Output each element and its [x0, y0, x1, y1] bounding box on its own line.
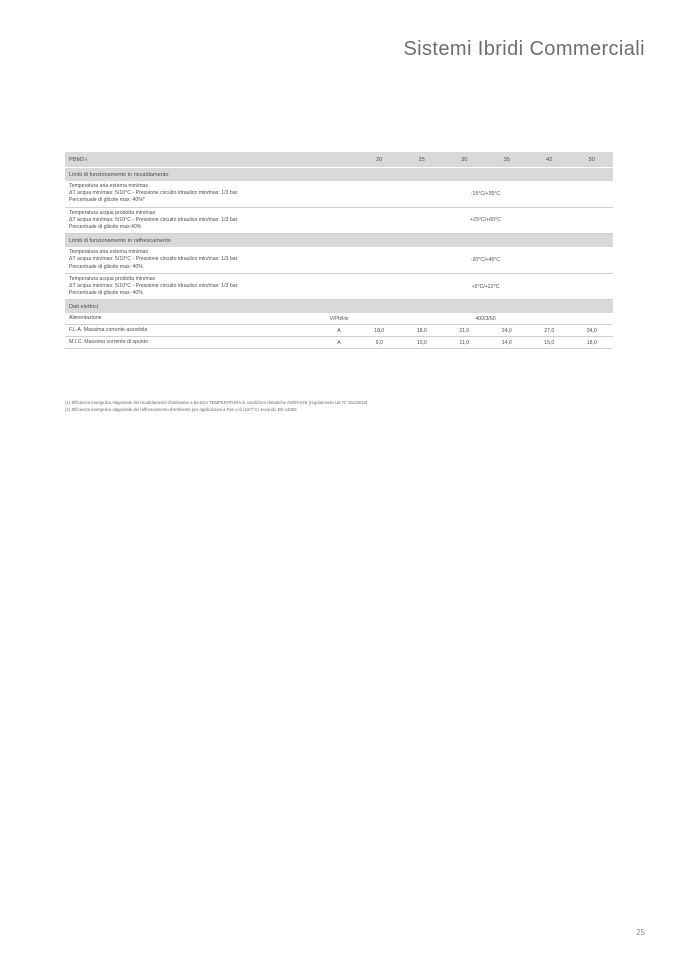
section-band-row	[65, 300, 613, 314]
row-label-line: Alimentazione	[69, 315, 102, 322]
row-unit-cell: A	[320, 337, 358, 349]
size-header-cell: 30	[443, 152, 486, 168]
table-row	[65, 207, 613, 234]
size-header-cell: 20	[358, 152, 401, 168]
row-unit-cell	[320, 273, 358, 300]
row-value-cell: 15,0	[528, 337, 571, 349]
row-label-line: F.L.A. Massima corrente assorbita	[69, 327, 148, 334]
table-row	[65, 337, 613, 349]
row-merged-value-cell: -15°C/+35°C	[358, 181, 613, 207]
row-label-line: Percentuale di glicole max: 40%	[69, 263, 143, 270]
size-header-cell: 42	[528, 152, 571, 168]
row-label-cell	[65, 247, 320, 273]
row-unit-cell	[320, 247, 358, 273]
row-merged-value-cell: -20°C/+46°C	[358, 247, 613, 273]
footnote-1: (1) Efficienza energetica stagionale del riscaldamento d'ambiente a BASSA TEMPERATURA in condizioni climatiche AVERAGE (regolamento UE N° 811/2013)	[65, 400, 368, 405]
row-value-cell: 10,0	[401, 337, 444, 349]
row-value-cell: 18,0	[401, 325, 444, 337]
row-label-line: M.I.C. Massima corrente di spunto	[69, 339, 148, 346]
row-merged-value-cell: 400/3/50	[358, 313, 613, 325]
row-label-line: Percentuale di glicole max:40%	[69, 224, 142, 231]
table-row	[65, 181, 613, 207]
row-label-line: Temperatura acqua prodotta min/max	[69, 209, 156, 216]
section-band-label: Dati elettrici	[65, 300, 613, 314]
footnote-2: (2) Efficienza energetica stagionale del raffrescamento d'ambiente per applicazioni a Fan coil (12/7°C) secondo EN 14825	[65, 406, 297, 412]
row-value-cell: 34,0	[571, 325, 614, 337]
section-band-label: Limiti di funzionamento in riscaldamento	[65, 168, 613, 182]
size-header-cell: 50	[571, 152, 614, 168]
row-value-cell: 18,0	[571, 337, 614, 349]
page-number: 25	[636, 928, 645, 937]
row-merged-value-cell: +25°C/+60°C	[358, 207, 613, 234]
row-value-cell: 9,0	[358, 337, 401, 349]
row-label-line: Temperatura aria esterna min/max	[69, 249, 148, 256]
section-band-row	[65, 234, 613, 248]
row-label-line: ΔT acqua min/max: 5/10°C - Pressione circuito idraulico min/max: 1/3 bar	[69, 190, 238, 197]
size-header-cell: 35	[486, 152, 529, 168]
specifications-table-container	[65, 152, 613, 349]
model-code-cell: PBM2-i	[65, 152, 358, 168]
row-label-cell	[65, 313, 320, 325]
row-value-cell: 27,0	[528, 325, 571, 337]
row-label-line: Temperatura aria esterna min/max	[69, 183, 148, 189]
row-value-cell: 18,0	[358, 325, 401, 337]
row-label-cell	[65, 337, 320, 349]
row-unit-cell	[320, 181, 358, 207]
row-label-cell	[65, 207, 320, 234]
row-label-line: Temperatura acqua prodotta min/max	[69, 275, 156, 282]
row-merged-value-cell: +5°C/+22°C	[358, 273, 613, 300]
size-header-cell: 25	[401, 152, 444, 168]
footnotes	[65, 400, 613, 413]
row-value-cell: 11,0	[443, 337, 486, 349]
row-value-cell: 24,0	[486, 325, 529, 337]
section-band-row	[65, 168, 613, 182]
row-label-line: ΔT acqua min/max: 5/10°C - Pressione circuito idraulico min/max: 1/3 bar	[69, 256, 238, 263]
row-label-line: ΔT acqua min/max: 5/10°C - Pressione circuito idraulico min/max: 1/3 bar	[69, 283, 238, 290]
row-value-cell: 14,0	[486, 337, 529, 349]
table-row	[65, 247, 613, 273]
row-label-line: ΔT acqua min/max: 5/10°C - Pressione circuito idraulico min/max: 1/3 bar	[69, 216, 238, 223]
specifications-table	[65, 152, 613, 349]
row-unit-cell: V/Ph/Hz	[320, 313, 358, 325]
row-unit-cell	[320, 207, 358, 234]
table-row	[65, 325, 613, 337]
row-label-line: Percentuale di glicole max: 40%*	[69, 197, 145, 204]
page-title: Sistemi Ibridi Commerciali	[403, 38, 645, 60]
row-label-cell	[65, 273, 320, 300]
row-label-cell	[65, 325, 320, 337]
table-row	[65, 313, 613, 325]
table-header-row	[65, 152, 613, 168]
row-unit-cell: A	[320, 325, 358, 337]
table-row	[65, 273, 613, 300]
section-band-label: Limiti di funzionamento in raffrescamento	[65, 234, 613, 248]
row-value-cell: 21,0	[443, 325, 486, 337]
row-label-line: Percentuale di glicole max: 40%	[69, 290, 143, 297]
row-label-cell	[65, 181, 320, 207]
